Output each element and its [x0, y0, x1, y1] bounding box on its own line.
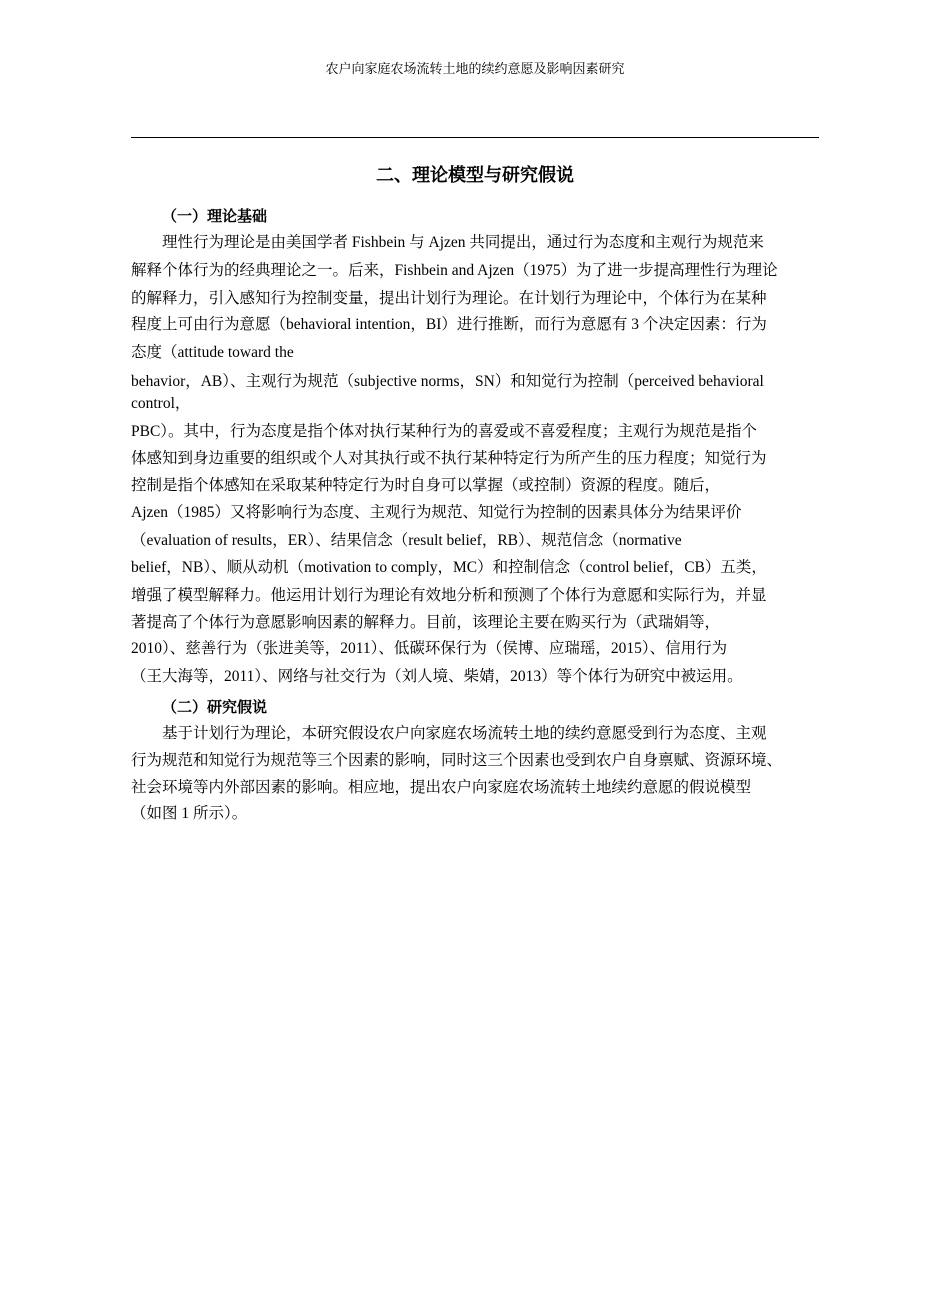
header-divider: [131, 137, 819, 138]
text-line: 解释个体行为的经典理论之一。后来，Fishbein and Ajzen（1975）为了进一步提高理性行为理论: [131, 262, 778, 279]
text-line: Ajzen（1985）又将影响行为态度、主观行为规范、知觉行为控制的因素具体分为结果评价: [131, 504, 742, 521]
text-line: 控制是指个体感知在采取某种特定行为时自身可以掌握（或控制）资源的程度。随后，: [131, 477, 721, 494]
text-line: 行为规范和知觉行为规范等三个因素的影响，同时这三个因素也受到农户自身禀赋、资源环境、: [131, 752, 783, 769]
text-line: 态度（attitude toward the: [131, 344, 294, 361]
text-line: 的解释力，引入感知行为控制变量，提出计划行为理论。在计划行为理论中，个体行为在某种: [131, 290, 767, 307]
text-line: （王大海等，2011）、网络与社交行为（刘人境、柴婧，2013）等个体行为研究中被运用。: [131, 668, 743, 685]
text-line: 理性行为理论是由美国学者 Fishbein 与 Ajzen 共同提出，通过行为态度和主观行为规范来: [162, 234, 764, 251]
text-line: 体感知到身边重要的组织或个人对其执行或不执行某种特定行为所产生的压力程度；知觉行为: [131, 450, 767, 467]
text-line: 2010）、慈善行为（张进美等，2011）、低碳环保行为（侯博、应瑞瑶，2015）、信用行为: [131, 640, 728, 657]
section-title: 二、理论模型与研究假说: [376, 165, 574, 185]
text-line: 社会环境等内外部因素的影响。相应地，提出农户向家庭农场流转土地续约意愿的假说模型: [131, 779, 752, 796]
text-line: control，: [131, 395, 191, 412]
text-line: （如图 1 所示）。: [131, 805, 248, 822]
text-line: （evaluation of results，ER）、结果信念（result belief，RB）、规范信念（normative: [131, 532, 682, 549]
subsection-heading-hypothesis: （二）研究假说: [162, 699, 268, 716]
text-line: 增强了模型解释力。他运用计划行为理论有效地分析和预测了个体行为意愿和实际行为，并显: [131, 587, 767, 604]
text-line: 基于计划行为理论，本研究假设农户向家庭农场流转土地的续约意愿受到行为态度、主观: [162, 725, 767, 742]
text-line: PBC）。其中，行为态度是指个体对执行某种行为的喜爱或不喜爱程度；主观行为规范是指个: [131, 423, 758, 440]
text-line: behavior，AB）、主观行为规范（subjective norms，SN）和知觉行为控制（perceived behavioral: [131, 373, 764, 390]
subsection-heading-theory: （一）理论基础: [162, 208, 268, 225]
running-header: 农户向家庭农场流转土地的续约意愿及影响因素研究: [325, 61, 625, 76]
text-line: 程度上可由行为意愿（behavioral intention，BI）进行推断，而行为意愿有 3 个决定因素：行为: [131, 316, 767, 333]
text-line: belief，NB）、顺从动机（motivation to comply，MC）和控制信念（control belief，CB）五类，: [131, 559, 767, 576]
text-line: 著提高了个体行为意愿影响因素的解释力。目前，该理论主要在购买行为（武瑞娟等，: [131, 614, 721, 631]
